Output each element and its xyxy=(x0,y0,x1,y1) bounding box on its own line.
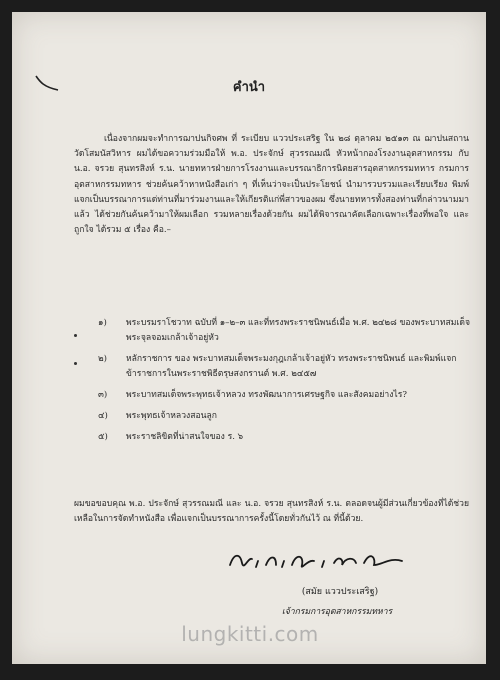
list-item xyxy=(98,388,470,403)
list-item-number: ๑) xyxy=(98,318,107,328)
list-item xyxy=(98,316,470,346)
list-item-text: พระราชลิขิตที่น่าสนใจของ ร. ๖ xyxy=(126,432,244,442)
list-item-number: ๓) xyxy=(98,390,108,400)
signer-name: (สมัย แววประเสริฐ) xyxy=(301,587,379,597)
contents-list xyxy=(98,316,470,451)
list-item-text: หลักราชการ ของ พระบาทสมเด็จพระมงกุฎเกล้าเจ้าอยู่หัว ทรงพระราชนิพนธ์ และพิมพ์แจกข้าราชการในพระราชพิธีตรุษสงกรานต์ พ.ศ. ๒๔๕๗ xyxy=(126,354,457,379)
document-page xyxy=(12,12,486,664)
signer-title: เจ้ากรมการอุตสาหกรรมทหาร xyxy=(281,607,393,617)
handwritten-signature-icon xyxy=(226,547,406,575)
list-item xyxy=(98,352,470,382)
margin-dot-icon xyxy=(74,334,77,337)
thanks-paragraph: ผมขอขอบคุณ พ.อ. ประจักษ์ สุวรรณมณี และ น.อ. จรวย สุนทรสิงห์ ร.น. ตลอดจนผู้มีส่วนเกี่ยวข้องที่ได้ช่วยเหลือในการจัดทำหนังสือ เพื่อแจกเป็นบรรณาการครั้งนี้โดยทั่วกันไว้ ณ ที่นี้ด้วย. xyxy=(74,499,469,525)
list-item-number: ๔) xyxy=(98,411,108,421)
list-item-text: พระพุทธเจ้าหลวงสอนลูก xyxy=(126,411,217,421)
list-item-number: ๒) xyxy=(98,354,108,364)
list-item xyxy=(98,409,470,424)
list-item-number: ๕) xyxy=(98,432,108,442)
intro-paragraph: เนื่องจากผมจะทำการฌาปนกิจศพ ที่ ระเบียบ แววประเสริฐ ใน ๒๘ ตุลาคม ๒๕๑๓ ณ ฌาปนสถานวัดโสมนัสวิหาร ผมได้ขอความร่วมมือให้ พ.อ. ประจักษ์ สุวรรณมณี หัวหน้ากองโรงงานอุตสาหกรรม กับ น.อ. จรวย สุนทรสิงห์ ร.น. นายทหารฝ่ายการโรงงานและบรรณาธิการนิตยสารอุตสาหกรรมทหาร กรมการอุตสาหกรรมทหาร ช่วยค้นคว้าหาหนังสือเก่า ๆ ที่เห็นว่าจะเป็นประโยชน์ นำมารวบรวมและเรียบเรียง พิมพ์แจกเป็นบรรณาการแด่ท่านที่มาร่วมงานและให้เกียรติแก่พี่สาวของผม ซึ่งนายทหารทั้งสองท่านที่กล่าวนามมาแล้ว ได้ช่วยกันค้นคว้ามาให้ผมเลือก รวมหลายเรื่องด้วยกัน ผมได้พิจารณาคัดเลือกเฉพาะเรื่องที่พอใจ และถูกใจ ได้รวม ๕ เรื่อง คือ.– xyxy=(74,134,469,236)
margin-dot-icon xyxy=(74,362,77,365)
list-item-text: พระบาทสมเด็จพระพุทธเจ้าหลวง ทรงพัฒนาการเศรษฐกิจ และสังคมอย่างไร? xyxy=(126,390,407,400)
watermark-text: lungkitti.com xyxy=(181,622,319,646)
list-item-text: พระบรมราโชวาท ฉบับที่ ๑–๒–๓ และที่ทรงพระราชนิพนธ์เมื่อ พ.ศ. ๒๔๒๘ ของพระบาทสมเด็จพระจุลจอมเกล้าเจ้าอยู่หัว xyxy=(126,318,470,343)
page-title: คำนำ xyxy=(232,80,266,95)
list-item xyxy=(98,430,470,445)
